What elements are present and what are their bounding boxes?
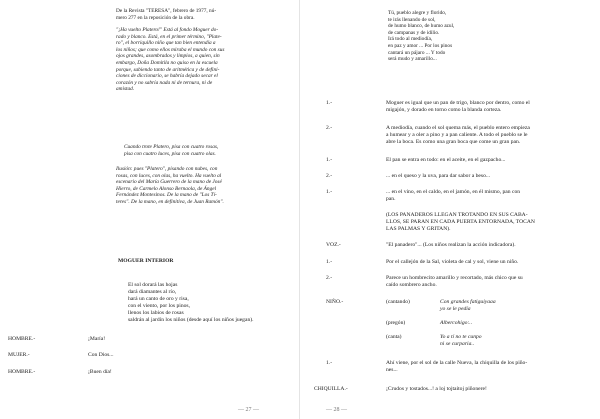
stage-cue: (cantando) (386, 299, 410, 305)
song-line: cantará un pájaro ... Y todo (388, 49, 446, 56)
song-line: ni se curparia.. (440, 341, 475, 347)
speaker-label: HOMBRE.- (8, 369, 36, 375)
review-closing (116, 166, 224, 206)
dialogue-line: Con Dios... (88, 352, 114, 358)
closing-line: teres". De la mano, en definitiva, de Juan Ramón". (116, 198, 224, 205)
verse-line: Cuando trote Platero, pisa con cuatro rosas, (124, 144, 219, 150)
intro-line: mero 277 en la reposición de la obra. (116, 14, 195, 21)
poem-line: dará diamantes al río, (128, 289, 177, 295)
intro-line: De la Revista "TERESA", febrero de 1977, nú- (116, 8, 217, 14)
song-line: de campanas y de idilio. (388, 29, 440, 36)
scene-title: MOGUER INTERIOR (118, 258, 174, 264)
song-line: Albercohigo:.. (440, 320, 473, 326)
right-page (300, 0, 600, 419)
closing-line: rosas, con luces, con olas, ha vuelto. Ha vuelto al (116, 172, 222, 179)
entry-line: caído sombrero ancho. (386, 282, 437, 288)
stage-cue: (canta) (386, 334, 402, 340)
entry-line: ... en el queso y la uva, para dar sabor a beso... (386, 173, 491, 179)
closing-line: Fernández Montesinos. De la mano de "Los Tí- (116, 192, 217, 199)
quote-line: rado y blanco. Está, en el primer término, "Plate- (116, 33, 222, 40)
direction-line: LLOS, SE PARAN EN CADA PUERTA ENTORNADA, TOCAN (386, 219, 535, 225)
page-number: — 27 — (238, 407, 259, 413)
song-line: de humo blanco, de humo azul, (388, 23, 455, 30)
entry-line: Por el callejón de la Sal, violeta de cal y sol, viene un niño. (386, 259, 519, 265)
dialogue-line: "El panadero"... (Los niños realizan la acción indicadora). (386, 242, 516, 248)
quote-line: amistad. (116, 86, 135, 93)
song-line: en paz y amor ... Por los pinos (388, 42, 453, 49)
song-verse (388, 10, 454, 63)
speaker-label: CHIQUILLA.- (314, 386, 348, 392)
quote-line: embargo, Doña Domitila no quiso en la escuela (116, 59, 218, 66)
quoted-verse (124, 144, 218, 157)
entry-line: ... en el vino, en el caldo, en el jamón, en él mismo, pan con (386, 189, 521, 195)
dialogue-line: ¡Crudos y tostados...! a loj tojtaitoj piñonere! (386, 386, 487, 392)
poem-line: con el viento, por los pinos, (128, 303, 190, 309)
closing-line: escenario del María Guerrero de la mano de José (116, 179, 222, 186)
quote-line: "¡Ha vuelto Platero!" Está al fondo Moguer do- (116, 27, 219, 33)
song-line: te irás llenando de sol, (388, 16, 436, 23)
speaker-label: MUJER.- (8, 352, 30, 358)
song-line: Con grandes fatiguiyaaa (440, 299, 496, 305)
entry-label: 1.- (326, 157, 333, 163)
quote-line: corazón y no sabría nada ni de ternura, ni de (116, 79, 213, 86)
quote-line: ciones de diccionario, se habría dejado secar el (116, 73, 218, 80)
speaker-label: VOZ.- (326, 242, 341, 248)
poem-line: saldrán al jardín los niños (desde aquí los niños juegan). (128, 317, 254, 323)
entry-text (386, 125, 530, 146)
direction-line: (LOS PANADEROS LLEGAN TROTANDO EN SUS CABA- (386, 212, 528, 218)
entry-line: pan. (386, 196, 396, 202)
closing-line: Hierro, de Carmelo Alonso Bernaola, de Ángel (116, 185, 217, 192)
verse-line: pisa con cuatro luces, pisa con cuatro olas. (124, 150, 216, 157)
song-text (440, 299, 496, 313)
song-line: Tú, pueblo alegre y florido, (388, 10, 447, 16)
entry-text (386, 189, 520, 203)
quote-line: porque, sabiendo tanto de aritmética y de defini- (116, 66, 220, 73)
quote-line: ro", el borriquillo niño que tan bien entendía a (116, 40, 216, 47)
entry-line: a humear y a oler a pino y a pan caliente. A todo el pueblo se le (386, 132, 528, 138)
intro-text (116, 8, 216, 21)
entry-line: abre la boca. Es como una gran boca que come un gran pan. (386, 139, 521, 145)
song-line: Yo a tí no te cunpo (440, 334, 482, 340)
entry-line: A mediodía, cuando el sol quema más, el pueblo entero empieza (386, 125, 530, 131)
direction-line: LAS PALMAS Y GRITAN). (386, 226, 451, 232)
entry-label: 2.- (326, 275, 333, 281)
entry-line: Parece un hombrecito amarillo y recortado, más chico que su (386, 275, 523, 281)
song-line: será mudo y amarillo... (388, 56, 437, 63)
entry-text (386, 275, 523, 289)
speaker-label: HOMBRE.- (8, 336, 36, 342)
song-text (440, 334, 482, 348)
dialogue-line: ¡Buen día! (88, 369, 112, 375)
entry-text (386, 100, 530, 114)
entry-label: 2.- (326, 173, 333, 179)
entry-label: 1.- (326, 259, 333, 265)
song-line: yo se le pedía (440, 306, 471, 312)
entry-line: nes... (386, 367, 398, 373)
stage-cue: (pregón) (386, 320, 406, 326)
scene-poem (128, 282, 254, 324)
stage-direction (386, 212, 535, 233)
entry-line: Moguer es igual que un pan de trigo, blanco por dentro, como el (386, 100, 530, 106)
entry-text (386, 360, 527, 374)
quote-line: los niños; que como ellos miraba el mundo con sus (116, 46, 225, 53)
entry-label: 1.- (326, 360, 333, 366)
entry-label: 1.- (326, 189, 333, 195)
closing-line: Ilusión: pues "Platero", pisando con nubes, con (116, 166, 218, 172)
entry-line: Ahí viene, por el sol de la calle Nueva, la chiquilla de los piño- (386, 360, 528, 366)
entry-label: 1.- (326, 100, 333, 106)
song-line: Irá todo al mediodía, (388, 36, 433, 43)
poem-line: hará un canto de oro y risa, (128, 296, 189, 302)
poem-line: llenos los labios de rosas (128, 310, 184, 316)
entry-line: migajón, y dorado en torno como la blanda corteza. (386, 107, 502, 113)
dialogue-line: ¡María! (88, 336, 106, 342)
entry-label: 2.- (326, 125, 333, 131)
page-number: — 28 — (326, 407, 347, 413)
quote-line: ojos grandes, asombrados y limpios, a quien, sin (116, 53, 220, 60)
review-quote (116, 27, 224, 93)
speaker-label: NIÑO.- (326, 299, 344, 305)
entry-line: El pan se entra en todo: en el aceite, en el gazpacho... (386, 157, 506, 163)
poem-line: El sol dorará las hojas (128, 282, 178, 288)
